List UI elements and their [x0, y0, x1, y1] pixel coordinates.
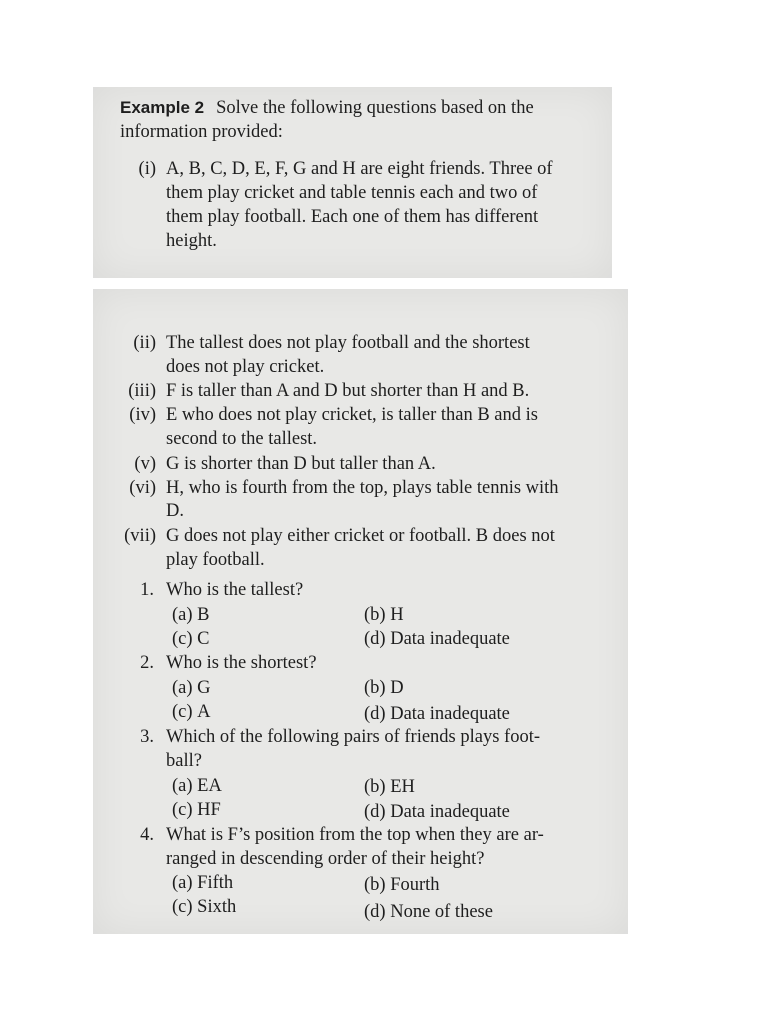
option-b: (b) D	[364, 678, 404, 698]
question-text: Who is the tallest?	[166, 580, 304, 600]
statement-number: (vii)	[124, 526, 156, 546]
statement-line: The tallest does not play football and the shortest	[166, 333, 530, 353]
statement-line: E who does not play cricket, is taller than B and is	[166, 405, 538, 425]
option-b: (b) EH	[364, 777, 415, 797]
option-a: (a) G	[172, 678, 211, 698]
statement-number: (i)	[138, 159, 156, 179]
question-text: ranged in descending order of their height?	[166, 849, 485, 869]
statement-number: (iv)	[129, 405, 156, 425]
option-c: (c) A	[172, 702, 211, 722]
statement-line: play football.	[166, 550, 265, 570]
question-text: Which of the following pairs of friends plays foot-	[166, 727, 541, 747]
statement-line: does not play cricket.	[166, 357, 325, 377]
option-d: (d) Data inadequate	[364, 802, 510, 822]
example-intro-line2: information provided:	[120, 122, 283, 142]
statement-number: (vi)	[129, 478, 156, 498]
statement-line: G is shorter than D but taller than A.	[166, 454, 436, 474]
statement-line: height.	[166, 231, 217, 251]
question-number: 3.	[140, 727, 154, 747]
option-c: (c) C	[172, 629, 210, 649]
option-a: (a) EA	[172, 776, 222, 796]
statement-line: them play cricket and table tennis each and two of	[166, 183, 538, 203]
statement-number: (v)	[134, 454, 156, 474]
option-a: (a) B	[172, 605, 210, 625]
option-a: (a) Fifth	[172, 873, 234, 893]
option-c: (c) Sixth	[172, 897, 237, 917]
statement-line: G does not play either cricket or football. B does not	[166, 526, 555, 546]
example-label: Example 2	[120, 98, 205, 117]
statement-line: them play football. Each one of them has different	[166, 207, 539, 227]
question-text: What is F’s position from the top when they are ar-	[166, 825, 544, 845]
example-intro-line1: Solve the following questions based on the	[216, 98, 534, 118]
statement-line: F is taller than A and D but shorter than H and B.	[166, 381, 530, 401]
question-number: 1.	[140, 580, 154, 600]
statement-number: (iii)	[128, 381, 156, 401]
option-b: (b) Fourth	[364, 875, 440, 895]
statement-line: second to the tallest.	[166, 429, 318, 449]
statement-line: A, B, C, D, E, F, G and H are eight friends. Three of	[166, 159, 553, 179]
option-d: (d) Data inadequate	[364, 629, 510, 649]
example-header	[120, 96, 534, 120]
question-number: 2.	[140, 653, 154, 673]
question-text: Who is the shortest?	[166, 653, 317, 673]
statement-line: D.	[166, 501, 184, 521]
statement-line: H, who is fourth from the top, plays table tennis with	[166, 478, 559, 498]
statement-number: (ii)	[133, 333, 156, 353]
option-b: (b) H	[364, 605, 404, 625]
option-c: (c) HF	[172, 800, 221, 820]
question-text: ball?	[166, 751, 202, 771]
question-number: 4.	[140, 825, 154, 845]
option-d: (d) None of these	[364, 902, 493, 922]
option-d: (d) Data inadequate	[364, 704, 510, 724]
